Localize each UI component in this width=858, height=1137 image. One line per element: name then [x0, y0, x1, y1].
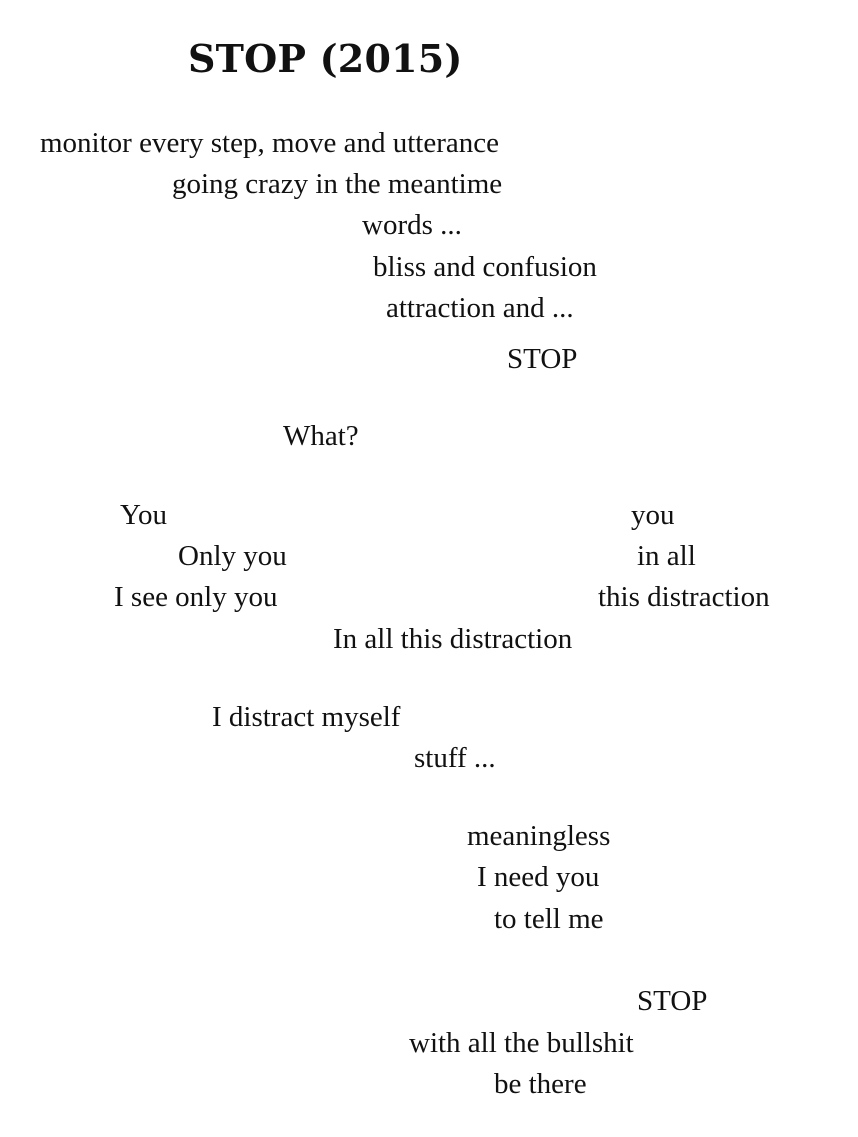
poem-line: STOP: [637, 985, 708, 1017]
poem-title: STOP (2015): [188, 36, 463, 81]
poem-line: this distraction: [598, 581, 770, 613]
poem-line: What?: [283, 420, 359, 452]
poem-line: with all the bullshit: [409, 1027, 634, 1059]
poem-line: words ...: [362, 209, 462, 241]
poem-line: attraction and ...: [386, 292, 574, 324]
poem-line: in all: [637, 540, 696, 572]
poem-line: stuff ...: [414, 742, 496, 774]
poem-line: going crazy in the meantime: [172, 168, 503, 200]
poem-line: I see only you: [114, 581, 278, 613]
poem-line: In all this distraction: [333, 623, 573, 655]
poem-line: Only you: [178, 540, 287, 572]
poem-line: monitor every step, move and utterance: [40, 127, 500, 159]
poem-line: be there: [494, 1068, 587, 1100]
poem-line: meaningless: [467, 820, 611, 852]
poem-line: you: [631, 499, 675, 531]
poem-line: bliss and confusion: [373, 251, 597, 283]
poem-line: I need you: [477, 861, 600, 893]
poem-line: to tell me: [494, 903, 604, 935]
poem-line: I distract myself: [212, 701, 401, 733]
poem-line: STOP: [507, 343, 578, 375]
poem-line: You: [120, 499, 168, 531]
